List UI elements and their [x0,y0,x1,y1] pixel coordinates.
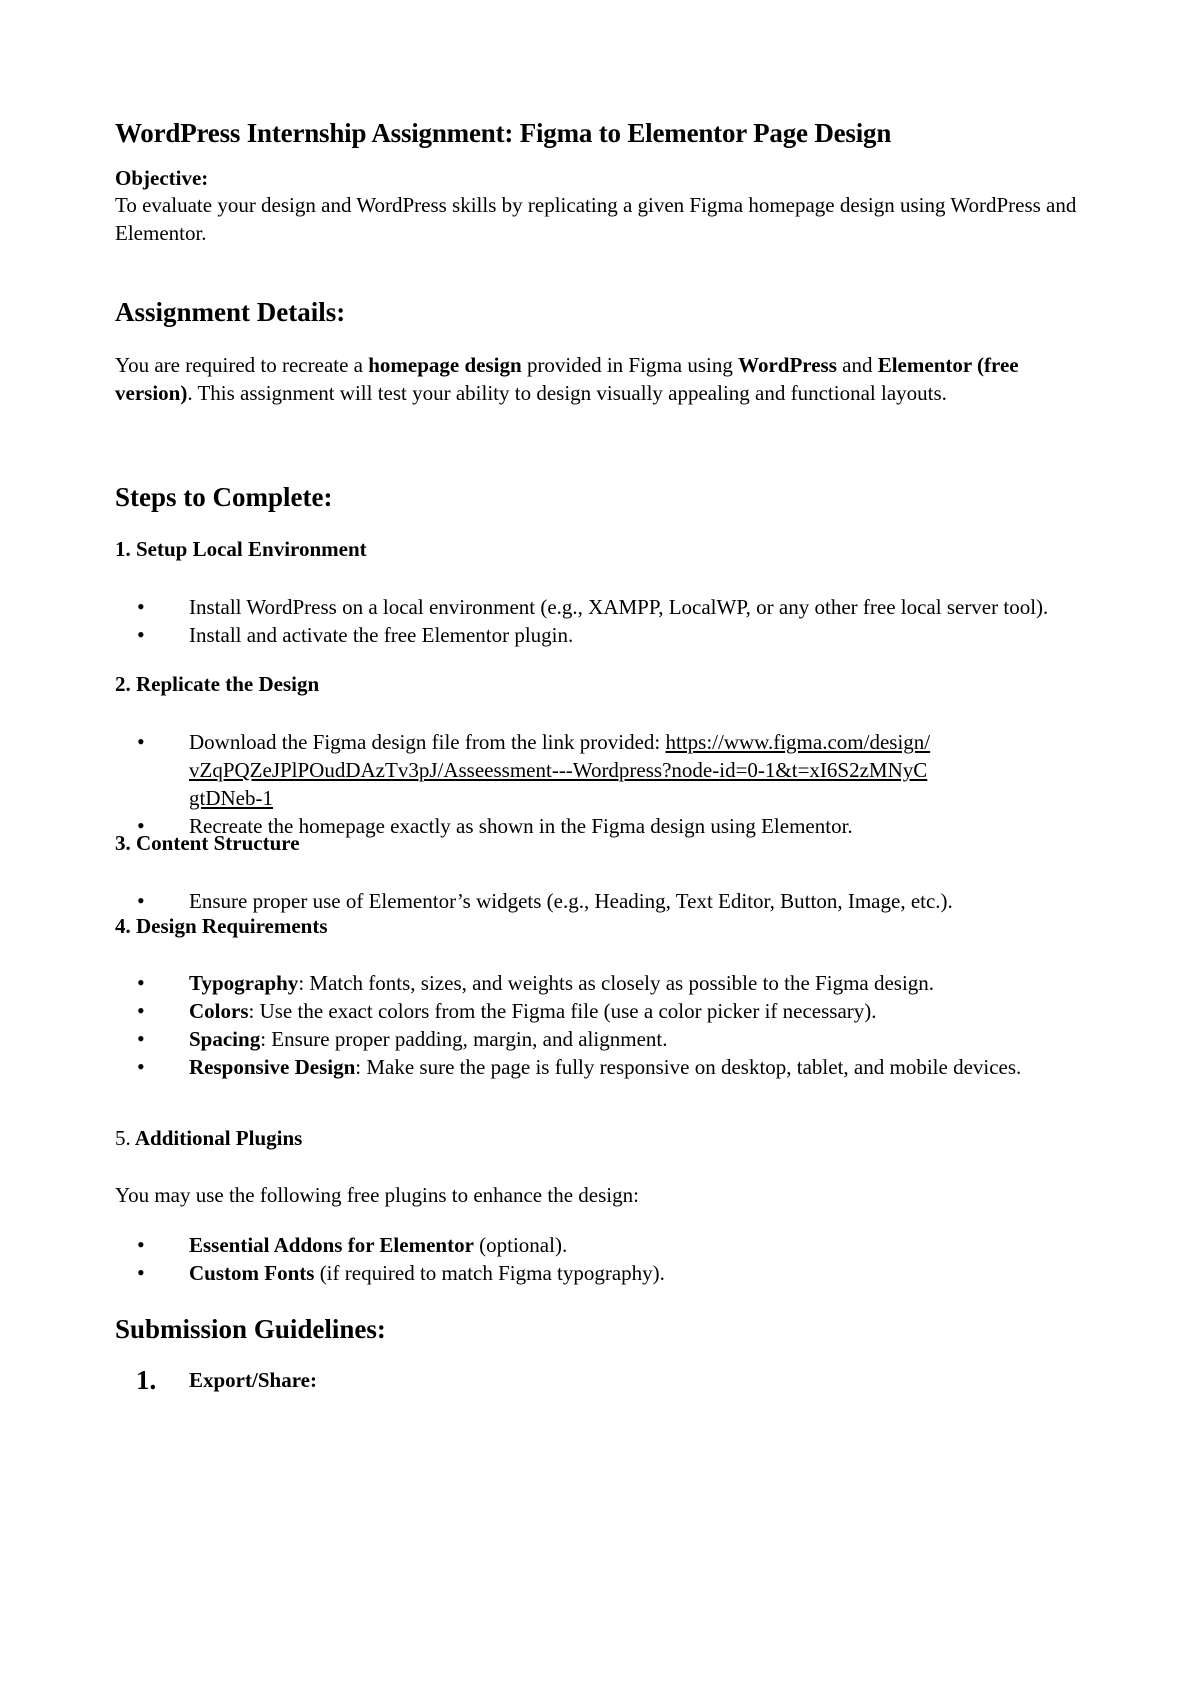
text-run: (optional). [473,1233,568,1257]
step-title: Replicate the Design [136,672,320,696]
bold-run: Essential Addons for Elementor [189,1233,474,1257]
text-run: : Use the exact colors from the Figma file (use a color picker if necessary). [248,999,877,1023]
objective-text: To evaluate your design and WordPress skills by replicating a given Figma homepage design using WordPress and Elementor. [115,193,1077,245]
list-item: • Install WordPress on a local environment (e.g., XAMPP, LocalWP, or any other free local server tool). [115,593,1085,621]
steps-heading: Steps to Complete: [115,482,333,512]
text-run: and [836,353,878,377]
step-5-heading [115,1126,302,1151]
step-4-heading [115,914,328,939]
list-item [115,1025,1085,1053]
step-title: Content Structure [136,831,300,855]
step-2-list [115,728,1085,840]
bold-run: Typography [189,971,299,995]
step-3-heading [115,831,300,856]
text-run: : Match fonts, sizes, and weights as closely as possible to the Figma design. [298,971,935,995]
submission-heading: Submission Guidelines: [115,1314,386,1344]
document-title: WordPress Internship Assignment: Figma to Elementor Page Design [115,118,892,148]
bold-run: Responsive Design [189,1055,356,1079]
text-run: You are required to recreate a [115,353,369,377]
text-run: Download the Figma design file from the link provided: [189,730,666,754]
assignment-details-heading: Assignment Details: [115,297,346,327]
bold-run: Colors [189,999,249,1023]
text-run: . This assignment will test your ability to design visually appealing and functional layouts. [187,381,947,405]
step-3-list [115,887,1085,915]
step-number: 3. [115,831,131,855]
bold-run: Spacing [189,1027,261,1051]
step-number: 5. [115,1126,131,1150]
step-title: Additional Plugins [134,1126,303,1150]
submission-item-number: 1. [136,1365,157,1395]
list-item [115,969,1085,997]
bold-run: homepage design [368,353,522,377]
list-item: • Recreate the homepage exactly as shown in the Figma design using Elementor. [115,812,1085,840]
text-run: : Ensure proper padding, margin, and alignment. [260,1027,668,1051]
assignment-details-paragraph [115,351,1095,407]
list-item [115,728,1085,812]
step-1-list [115,593,1085,649]
list-item: • Ensure proper use of Elementor’s widgets (e.g., Heading, Text Editor, Button, Image, etc.). [115,887,1085,915]
list-item [115,997,1085,1025]
step-4-list [115,969,1085,1081]
bold-run: Custom Fonts [189,1261,315,1285]
list-item [115,1053,1085,1081]
text-run: provided in Figma using [521,353,739,377]
step-5-intro: You may use the following free plugins to enhance the design: [115,1183,639,1207]
step-number: 2. [115,672,131,696]
step-2-heading [115,672,319,697]
step-number: 4. [115,914,131,938]
text-run: : Make sure the page is fully responsive on desktop, tablet, and mobile devices. [355,1055,1022,1079]
step-title: Setup Local Environment [136,537,367,561]
list-item [115,1231,1085,1259]
bold-run: Elementor (free version) [115,353,1019,405]
step-5-list [115,1231,1085,1287]
list-item: • Install and activate the free Elementor plugin. [115,621,1085,649]
step-1-heading [115,537,367,562]
figma-design-link[interactable]: https://www.figma.com/design/vZqPQZeJPlPOudDAzTv3pJ/Asseessment---Wordpress?node-id=0-1&t=xI6S2zMNyCgtDNeb-1 [189,730,931,810]
submission-item-label: Export/Share: [189,1368,317,1392]
bold-run: WordPress [738,353,837,377]
step-title: Design Requirements [136,914,328,938]
step-number: 1. [115,537,131,561]
objective-label: Objective: [115,166,209,190]
text-run: (if required to match Figma typography). [314,1261,665,1285]
list-item [115,1259,1085,1287]
